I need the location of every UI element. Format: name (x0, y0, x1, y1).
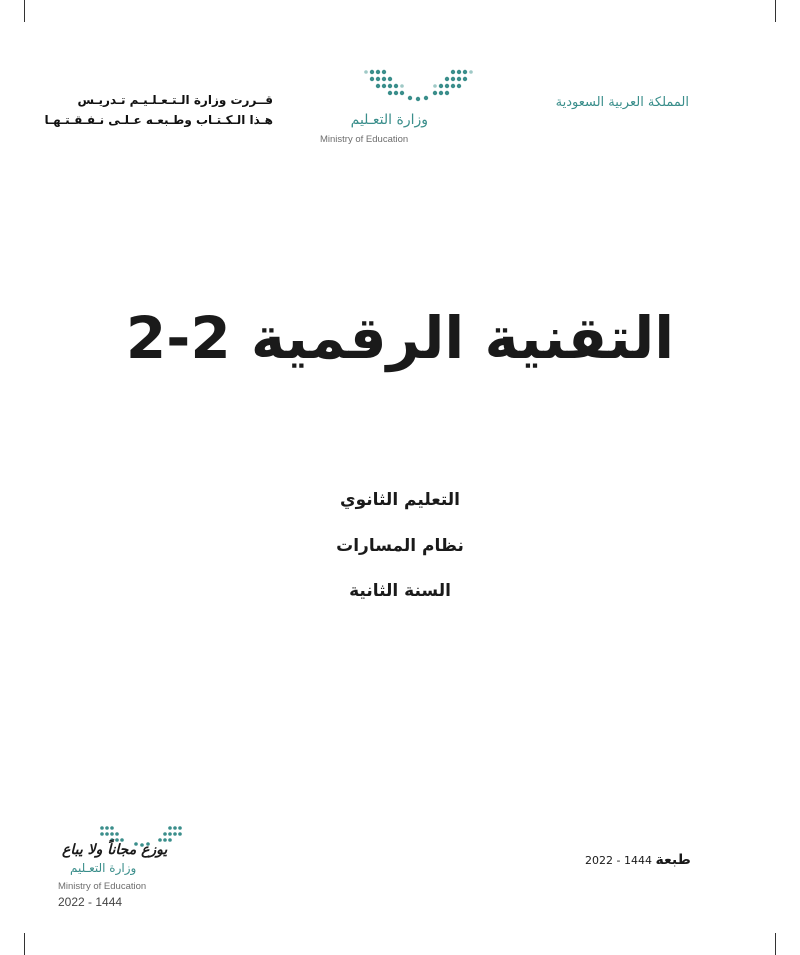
crop-mark-top-right (775, 0, 776, 22)
edition-label: طبعة (655, 852, 691, 868)
ministry-note-line1: قــررت وزارة الـتـعـلـيـم تـدريـس (77, 93, 273, 107)
kingdom-label: المملكة العربية السعودية (555, 95, 689, 110)
crop-mark-bottom-right (775, 933, 776, 955)
crop-mark-top-left (24, 0, 25, 22)
footer-logo-arabic: وزارة التعـليم (70, 861, 137, 875)
footer-year: 2022 - 1444 (58, 895, 123, 909)
free-distribution-stamp: يوزع مجاناً ولا يباع (62, 842, 168, 858)
crop-mark-bottom-left (24, 933, 25, 955)
subtitle-second-year: السنة الثانية (349, 581, 451, 601)
footer-logo-english: Ministry of Education (58, 881, 147, 892)
book-title: التقنية الرقمية 2-2 (125, 304, 675, 372)
subtitle-secondary-education: التعليم الثانوي (339, 490, 461, 510)
ministry-logo-arabic: وزارة التعـليم (350, 112, 428, 128)
ministry-approval-note (44, 90, 273, 130)
subtitle-tracks-system: نظام المسارات (336, 536, 464, 556)
edition-years: 1444 - 2022 (585, 854, 652, 867)
ministry-note-line2: هـذا الـكـتـاب وطـبعـه عـلـى نـفـقـتـهـا (44, 113, 273, 127)
edition-info (585, 852, 691, 868)
ministry-logo-english: Ministry of Education (320, 134, 409, 145)
